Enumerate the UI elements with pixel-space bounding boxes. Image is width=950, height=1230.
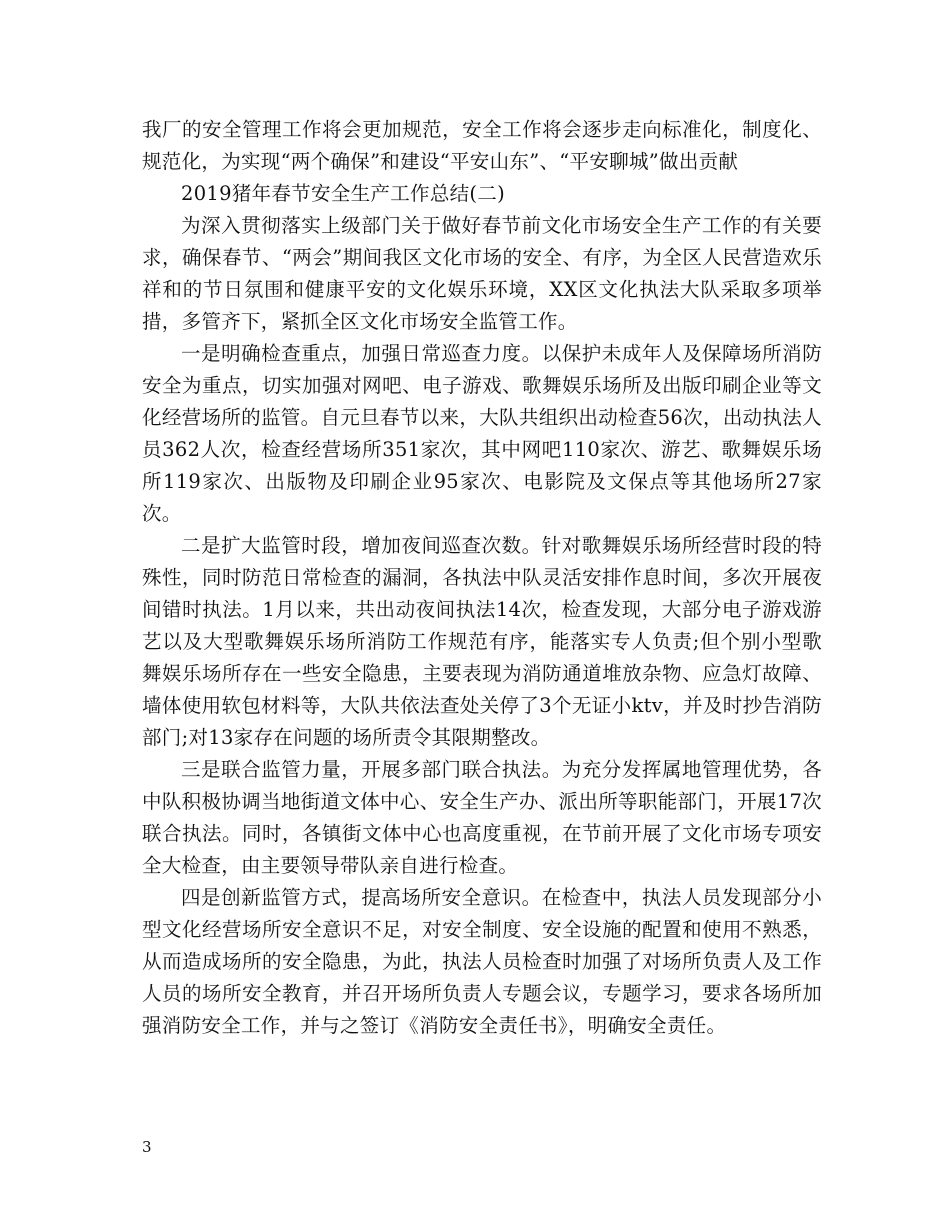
paragraph-intro: 为深入贯彻落实上级部门关于做好春节前文化市场安全生产工作的有关要求，确保春节、“两会”期间我区文化市场的安全、有序，为全区人民营造欢乐祥和的节日氛围和健康平安的文化娱乐环境，XX区文化执法大队采取多项举措，多管齐下，紧抓全区文化市场安全监管工作。 xyxy=(142,214,822,333)
page-number: 3 xyxy=(142,1138,152,1156)
paragraph-continuation: 我厂的安全管理工作将会更加规范，安全工作将会逐步走向标准化，制度化、规范化，为实现“两个确保”和建设“平安山东”、“平安聊城”做出贡献 xyxy=(142,118,822,173)
paragraph-point-two: 二是扩大监管时段，增加夜间巡查次数。针对歌舞娱乐场所经营时段的特殊性，同时防范日常检查的漏洞，各执法中队灵活安排作息时间，多次开展夜间错时执法。1月以来，共出动夜间执法14次，检查发现，大部分电子游戏游艺以及大型歌舞娱乐场所消防工作规范有序，能落实专人负责;但个别小型歌舞娱乐场所存在一些安全隐患，主要表现为消防通道堆放杂物、应急灯故障、墙体使用软包材料等，大队共依法查处关停了3个无证小ktv，并及时抄告消防部门;对13家存在问题的场所责令其限期整改。 xyxy=(142,534,822,749)
paragraph-point-four: 四是创新监管方式，提高场所安全意识。在检查中，执法人员发现部分小型文化经营场所安全意识不足，对安全制度、安全设施的配置和使用不熟悉，从而造成场所的安全隐患，为此，执法人员检查时加强了对场所负责人及工作人员的场所安全教育，并召开场所负责人专题会议，专题学习，要求各场所加强消防安全工作，并与之签订《消防安全责任书》，明确安全责任。 xyxy=(142,886,822,1037)
document-body xyxy=(142,114,822,1042)
paragraph-point-three: 三是联合监管力量，开展多部门联合执法。为充分发挥属地管理优势，各中队积极协调当地街道文体中心、安全生产办、派出所等职能部门，开展17次联合执法。同时，各镇街文体中心也高度重视，在节前开展了文化市场专项安全大检查，由主要领导带队亲自进行检查。 xyxy=(142,758,822,877)
paragraph-point-one: 一是明确检查重点，加强日常巡查力度。以保护未成年人及保障场所消防安全为重点，切实加强对网吧、电子游戏、歌舞娱乐场所及出版印刷企业等文化经营场所的监管。自元旦春节以来，大队共组织出动检查56次，出动执法人员362人次，检查经营场所351家次，其中网吧110家次、游艺、歌舞娱乐场所119家次、出版物及印刷企业95家次、电影院及文保点等其他场所27家次。 xyxy=(142,342,822,525)
section-heading: 2019猪年春节安全生产工作总结(二) xyxy=(181,182,506,205)
